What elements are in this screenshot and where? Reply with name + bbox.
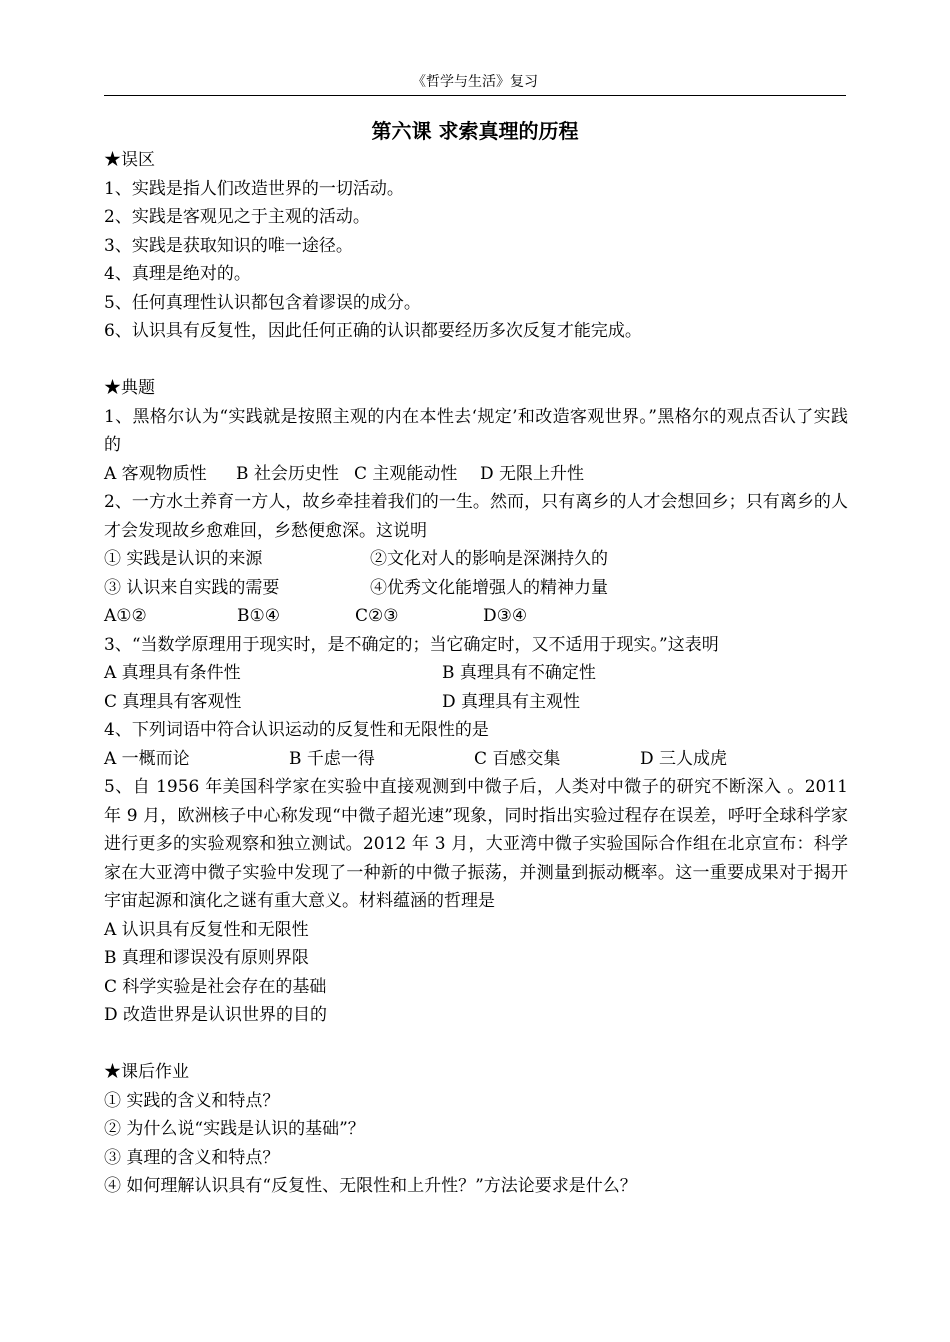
homework-item: ① 实践的含义和特点？ bbox=[104, 1090, 280, 1111]
option: D 三人成虎 bbox=[640, 748, 728, 769]
misconception-item: 5、任何真理性认识都包含着谬误的成分。 bbox=[104, 292, 421, 313]
homework-item: ③ 真理的含义和特点？ bbox=[104, 1147, 280, 1168]
question-2-stem: 2、一方水土养育一方人，故乡牵挂着我们的一生。然而，只有离乡的人才会想回乡；只有离乡的人才会发现故乡愈难回，乡愁便愈深。这说明 bbox=[104, 492, 848, 541]
question-4-stem: 4、下列词语中符合认识运动的反复性和无限性的是 bbox=[104, 720, 489, 740]
option: C②③ bbox=[355, 606, 399, 626]
question-3-options bbox=[104, 659, 848, 688]
misconception-item: 3、实践是获取知识的唯一途径。 bbox=[104, 235, 353, 256]
option: D 真理具有主观性 bbox=[442, 691, 581, 712]
option: A 一概而论 bbox=[104, 748, 190, 769]
misconception-item: 6、认识具有反复性，因此任何正确的认识都要经历多次反复才能完成。 bbox=[104, 321, 642, 341]
option: D 无限上升性 bbox=[480, 463, 585, 484]
page-title: 第六课 求索真理的历程 bbox=[371, 119, 579, 143]
section-heading-misconceptions: ★误区 bbox=[104, 150, 155, 170]
question-2-statements bbox=[104, 545, 848, 574]
option: A 认识具有反复性和无限性 bbox=[104, 919, 309, 940]
option: D 改造世界是认识世界的目的 bbox=[104, 1005, 328, 1025]
option: B 真理具有不确定性 bbox=[442, 663, 596, 683]
option: C 科学实验是社会存在的基础 bbox=[104, 976, 327, 997]
section-heading-homework: ★课后作业 bbox=[104, 1062, 189, 1082]
option: C 真理具有客观性 bbox=[104, 691, 242, 712]
question-1-stem: 1、黑格尔认为“实践就是按照主观的内在本性去‘规定’和改造客观世界。”黑格尔的观点否认了实践的 bbox=[104, 406, 848, 455]
option: C 百感交集 bbox=[474, 748, 561, 769]
option: B 千虑一得 bbox=[289, 748, 375, 769]
option: A①② bbox=[104, 606, 147, 626]
statement: ②文化对人的影响是深渊持久的 bbox=[370, 549, 608, 569]
question-3-stem: 3、“当数学原理用于现实时，是不确定的；当它确定时，又不适用于现实。”这表明 bbox=[104, 634, 719, 655]
misconception-item: 1、实践是指人们改造世界的一切活动。 bbox=[104, 178, 404, 199]
question-4-options bbox=[104, 745, 848, 774]
misconception-item: 4、真理是绝对的。 bbox=[104, 264, 251, 284]
question-5-stem: 5、自 1956 年美国科学家在实验中直接观测到中微子后，人类对中微子的研究不断深入 。2011 年 9 月，欧洲核子中心称发现“中微子超光速”现象，同时指出实验过程存在误差，呼吁全球科学家进行更多的实验观察和独立测试。2012 年 3 月，大亚湾中微子实验国际合作组在北京宣布：科学家在大亚湾中微子实验中发现了一种新的中微子振荡，并测量到振动概率。这一重要成果对于揭开宇宙起源和演化之谜有重大意义。材料蕴涵的哲理是 bbox=[104, 777, 848, 911]
homework-item: ④ 如何理解认识具有“反复性、无限性和上升性？”方法论要求是什么？ bbox=[104, 1176, 637, 1196]
option: D③④ bbox=[483, 606, 528, 626]
question-2-options bbox=[104, 602, 848, 631]
option: A 客观物质性 bbox=[104, 463, 207, 484]
option: B 真理和谬误没有原则界限 bbox=[104, 948, 309, 968]
header-rule bbox=[104, 95, 846, 96]
section-heading-examples: ★典题 bbox=[104, 378, 155, 398]
option: B 社会历史性 bbox=[236, 463, 339, 484]
option: C 主观能动性 bbox=[354, 463, 458, 484]
option: A 真理具有条件性 bbox=[104, 663, 241, 683]
question-1-options bbox=[104, 460, 848, 489]
spacer bbox=[104, 1030, 848, 1059]
statement: ④优秀文化能增强人的精神力量 bbox=[370, 577, 608, 598]
statement: ③ 认识来自实践的需要 bbox=[104, 577, 280, 598]
question-2-statements bbox=[104, 574, 848, 603]
homework-item: ② 为什么说“实践是认识的基础”？ bbox=[104, 1119, 365, 1139]
document-body bbox=[104, 146, 848, 1201]
statement: ① 实践是认识的来源 bbox=[104, 549, 263, 569]
spacer bbox=[104, 346, 848, 375]
misconception-item: 2、实践是客观见之于主观的活动。 bbox=[104, 207, 370, 227]
question-3-options bbox=[104, 688, 848, 717]
running-header: 《哲学与生活》复习 bbox=[412, 74, 538, 90]
option: B①④ bbox=[237, 606, 280, 626]
